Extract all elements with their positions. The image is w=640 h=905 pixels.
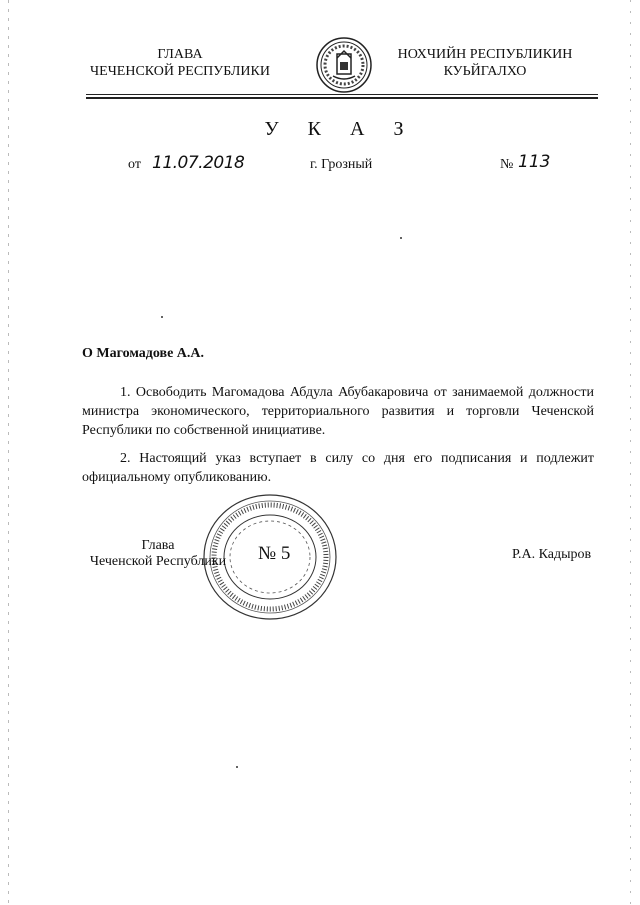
- signatory-title: [88, 538, 228, 570]
- stamp-number: № 5: [258, 543, 291, 564]
- document-subject: О Магомадове А.А.: [82, 346, 205, 361]
- scan-speck: [236, 766, 238, 768]
- scan-speck: [161, 316, 163, 318]
- date-value: 11.07.2018: [152, 153, 245, 173]
- city: г. Грозный: [310, 157, 373, 172]
- header-right-line2: КУЬЙГАЛХО: [443, 64, 527, 79]
- date-label: от: [128, 157, 141, 172]
- header-right-line1: НОХЧИЙН РЕСПУБЛИКИН: [397, 47, 573, 62]
- signatory-title-line1: Глава: [141, 538, 175, 553]
- signatory-title-line2: Чеченской Республики: [89, 554, 227, 569]
- scan-speck: [400, 237, 402, 239]
- signatory-name: Р.А. Кадыров: [512, 547, 592, 562]
- header-left-line1: ГЛАВА: [157, 47, 203, 62]
- coat-of-arms-icon: [315, 36, 373, 94]
- header-right: [380, 46, 590, 80]
- header-left: [90, 46, 270, 80]
- number-label: №: [500, 157, 514, 172]
- paragraph-2: 2. Настоящий указ вступает в силу со дня его подписания и подлежит официальному опубликованию.: [82, 451, 594, 485]
- paragraph-1: 1. Освободить Магомадова Абдула Абубакаровича от занимаемой должности министра экономического, территориального развития и торговли Чеченской Республики по собственной инициативе.: [82, 385, 594, 438]
- number-value: 113: [518, 152, 551, 172]
- document-title: У К А З: [264, 118, 416, 140]
- header-rule-thin: [86, 94, 598, 95]
- header-rule-thick: [86, 97, 598, 99]
- header-left-line2: ЧЕЧЕНСКОЙ РЕСПУБЛИКИ: [90, 64, 270, 79]
